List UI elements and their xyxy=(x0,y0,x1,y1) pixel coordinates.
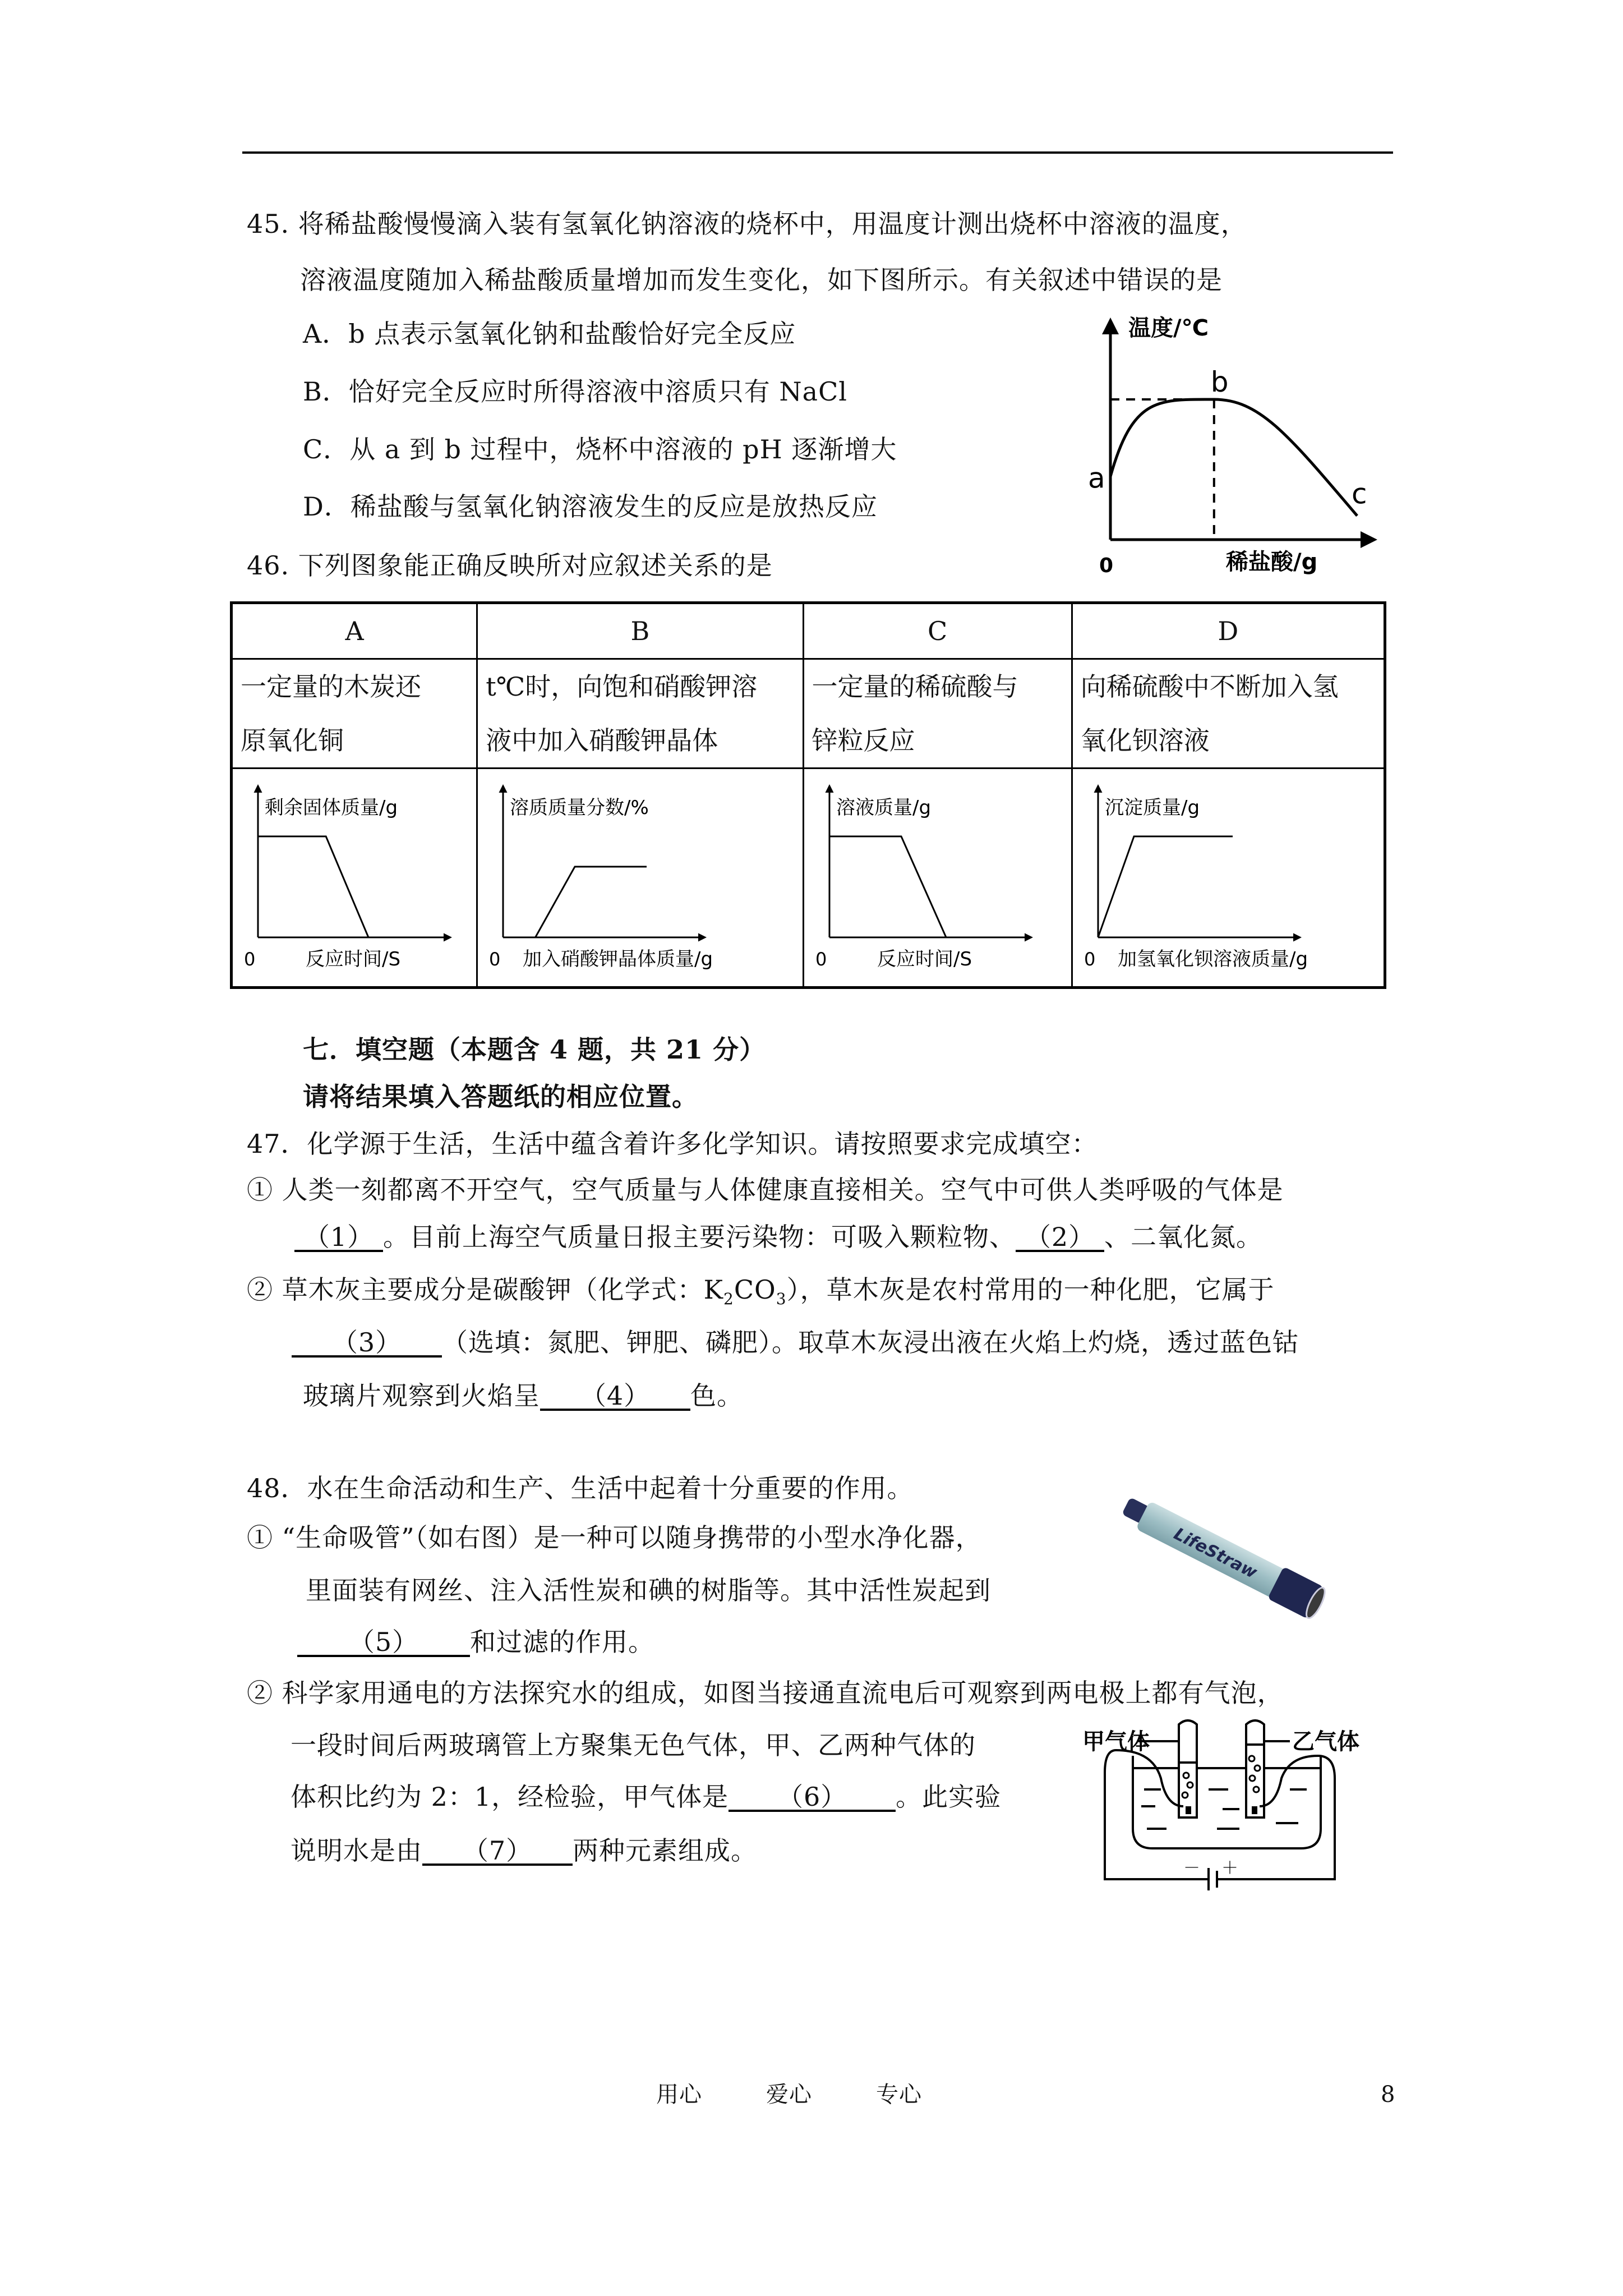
blank-4[interactable]: （4） xyxy=(540,1383,690,1411)
point-label-a: a xyxy=(1088,462,1105,495)
temperature-chart xyxy=(1077,309,1391,583)
y-axis-label: 温度/℃ xyxy=(1128,315,1209,341)
q48-p2-line4-end: 两种元素组成。 xyxy=(573,1835,757,1866)
footer-motto-2: 爱心 xyxy=(766,2082,812,2108)
lifestraw-brand: LifeStraw xyxy=(1170,1524,1261,1583)
origin-label: 0 xyxy=(815,949,827,970)
q48-p2-line1: ② 科学家用通电的方法探究水的组成，如图当接通直流电后可观察到两电极上都有气泡， xyxy=(247,1678,1284,1708)
desc-c-line1: 一定量的稀硫酸与 xyxy=(811,671,1018,702)
q48-p2-line4-start: 说明水是由 xyxy=(291,1835,422,1866)
q48-p2-line3-start: 体积比约为 2：1，经检验，甲气体是 xyxy=(291,1782,729,1812)
q47-stem: 47．化学源于生活，生活中蕴含着许多化学知识。请按照要求完成填空： xyxy=(247,1129,1098,1159)
q46-table xyxy=(230,601,1386,989)
q48-p1-line2: 里面装有网丝、注入活性炭和碘的树脂等。其中活性炭起到 xyxy=(306,1575,991,1605)
y-axis-label: 沉淀质量/g xyxy=(1104,797,1200,819)
data-line xyxy=(258,836,368,937)
header-rule xyxy=(242,151,1393,154)
q48-stem: 48．水在生命活动和生产、生活中起着十分重要的作用。 xyxy=(247,1473,914,1503)
q47-p2-b: CO xyxy=(734,1274,776,1305)
tube-left xyxy=(1179,1720,1197,1818)
battery-plus-sign: ＋ xyxy=(1221,1858,1238,1878)
q48-p2-line2: 一段时间后两玻璃管上方聚集无色气体，甲、乙两种气体的 xyxy=(291,1730,976,1760)
q45-line2: 溶液温度随加入稀盐酸质量增加而发生变化，如下图所示。有关叙述中错误的是 xyxy=(300,265,1223,295)
data-line xyxy=(1098,836,1233,937)
graph-cell-d xyxy=(1072,769,1385,988)
point-label-c: c xyxy=(1352,477,1367,510)
origin-label: 0 xyxy=(1099,554,1114,577)
x-axis-label: 反应时间/S xyxy=(877,948,972,970)
subscript-3: 3 xyxy=(776,1290,787,1309)
header-d: D xyxy=(1072,603,1385,659)
blank-5[interactable]: （5） xyxy=(297,1629,470,1657)
blank-2[interactable]: （2） xyxy=(1016,1224,1104,1252)
desc-d-line1: 向稀硫酸中不断加入氢 xyxy=(1080,671,1339,702)
q47-p1-end: 、二氧化氮。 xyxy=(1104,1222,1262,1252)
q47-p2-line3-end: 色。 xyxy=(690,1381,743,1411)
q45-option-d: D．稀盐酸与氢氧化钠溶液发生的反应是放热反应 xyxy=(303,491,878,522)
desc-b xyxy=(477,659,803,769)
desc-c-line2: 锌粒反应 xyxy=(811,725,915,756)
q47-p2-line2-end: （选填：氮肥、钾肥、磷肥）。取草木灰浸出液在火焰上灼烧，透过蓝色钴 xyxy=(442,1327,1299,1358)
page-number: 8 xyxy=(1381,2082,1396,2108)
q47-p1-mid: 。目前上海空气质量日报主要污染物：可吸入颗粒物、 xyxy=(383,1222,1016,1252)
origin-label: 0 xyxy=(489,949,501,970)
temperature-curve xyxy=(1110,399,1357,516)
q46-question: 46. 下列图象能正确反映所对应叙述关系的是 xyxy=(247,550,773,581)
blank-7[interactable]: （7） xyxy=(422,1838,573,1866)
desc-b-line2: 液中加入硝酸钾晶体 xyxy=(486,725,718,756)
graph-c xyxy=(804,769,1068,980)
origin-label: 0 xyxy=(244,949,256,970)
y-axis-label: 溶质质量分数/% xyxy=(510,797,649,819)
q48-p1-line3-end: 和过滤的作用。 xyxy=(470,1627,654,1657)
desc-a-line1: 一定量的木炭还 xyxy=(241,671,421,702)
data-line xyxy=(536,867,647,937)
battery-minus-sign: － xyxy=(1183,1858,1200,1878)
desc-a-line2: 原氧化铜 xyxy=(241,725,344,756)
gas-label-yi: 乙气体 xyxy=(1292,1729,1359,1755)
q45-option-b: B．恰好完全反应时所得溶液中溶质只有 NaCl xyxy=(303,376,848,407)
q48-p2-line3-end: 。此实验 xyxy=(896,1782,1002,1812)
header-c: C xyxy=(803,603,1072,659)
q48-p1-line3 xyxy=(297,1629,654,1657)
q45-line1: 45. 将稀盐酸慢慢滴入装有氢氧化钠溶液的烧杯中，用温度计测出烧杯中溶液的温度， xyxy=(247,209,1247,239)
x-axis-label: 稀盐酸/g xyxy=(1226,549,1318,575)
origin-label: 0 xyxy=(1083,949,1096,970)
blank-1[interactable]: （1） xyxy=(294,1224,383,1252)
section-title: 七．填空题（本题含 4 题，共 21 分） xyxy=(303,1034,766,1065)
q47-p2-c: ），草木灰是农村常用的一种化肥，它属于 xyxy=(786,1274,1275,1305)
graph-cell-c xyxy=(803,769,1072,988)
q47-p2-line3 xyxy=(303,1383,743,1411)
blank-6[interactable]: （6） xyxy=(728,1784,896,1812)
graph-cell-b xyxy=(477,769,803,988)
graph-b xyxy=(478,769,799,980)
q47-p1-line2 xyxy=(294,1224,1262,1252)
water-trough xyxy=(1133,1756,1321,1848)
q45-option-c: C．从 a 到 b 过程中，烧杯中溶液的 pH 逐渐增大 xyxy=(303,434,897,464)
y-axis-label: 溶液质量/g xyxy=(836,797,931,819)
desc-d-line2: 氧化钡溶液 xyxy=(1080,725,1210,756)
footer-motto-3: 专心 xyxy=(876,2082,922,2108)
gas-label-jia: 甲气体 xyxy=(1082,1729,1150,1755)
x-axis-label: 加氢氧化钡溶液质量/g xyxy=(1117,948,1308,970)
electrode-right xyxy=(1252,1806,1257,1814)
q47-p2-line3-start: 玻璃片观察到火焰呈 xyxy=(303,1381,540,1411)
q47-p2-line2 xyxy=(292,1329,1299,1358)
desc-d xyxy=(1072,659,1385,769)
graph-cell-a xyxy=(232,769,477,988)
q47-p1-line1: ① 人类一刻都离不开空气，空气质量与人体健康直接相关。空气中可供人类呼吸的气体是 xyxy=(247,1175,1284,1205)
q48-p2-line4 xyxy=(291,1835,757,1866)
y-axis-label: 剩余固体质量/g xyxy=(265,797,398,819)
blank-3[interactable]: （3） xyxy=(292,1329,442,1358)
lifestraw-image xyxy=(1110,1470,1352,1627)
data-line xyxy=(829,836,946,937)
q47-p2-a: ② 草木灰主要成分是碳酸钾（化学式：K xyxy=(247,1274,723,1305)
q48-p2-line3 xyxy=(291,1784,1001,1812)
x-axis-label: 反应时间/S xyxy=(306,948,401,970)
desc-b-line1: t℃时，向饱和硝酸钾溶 xyxy=(486,671,758,702)
desc-a xyxy=(232,659,477,769)
q48-p1-line1: ① “生命吸管”（如右图）是一种可以随身携带的小型水净化器， xyxy=(247,1522,982,1553)
desc-c xyxy=(803,659,1072,769)
electrolysis-diagram xyxy=(1082,1717,1385,1907)
q45-option-a: A．b 点表示氢氧化钠和盐酸恰好完全反应 xyxy=(303,319,796,349)
header-b: B xyxy=(477,603,803,659)
section-instruction: 请将结果填入答题纸的相应位置。 xyxy=(303,1082,698,1112)
electrode-left xyxy=(1186,1806,1191,1814)
graph-d xyxy=(1073,769,1380,980)
subscript-2: 2 xyxy=(723,1290,734,1309)
graph-a xyxy=(233,769,473,980)
header-a: A xyxy=(232,603,477,659)
point-label-b: b xyxy=(1210,366,1229,398)
footer-motto-1: 用心 xyxy=(656,2082,702,2108)
x-axis-label: 加入硝酸钾晶体质量/g xyxy=(523,948,713,970)
q47-p2-line1 xyxy=(247,1274,1275,1309)
